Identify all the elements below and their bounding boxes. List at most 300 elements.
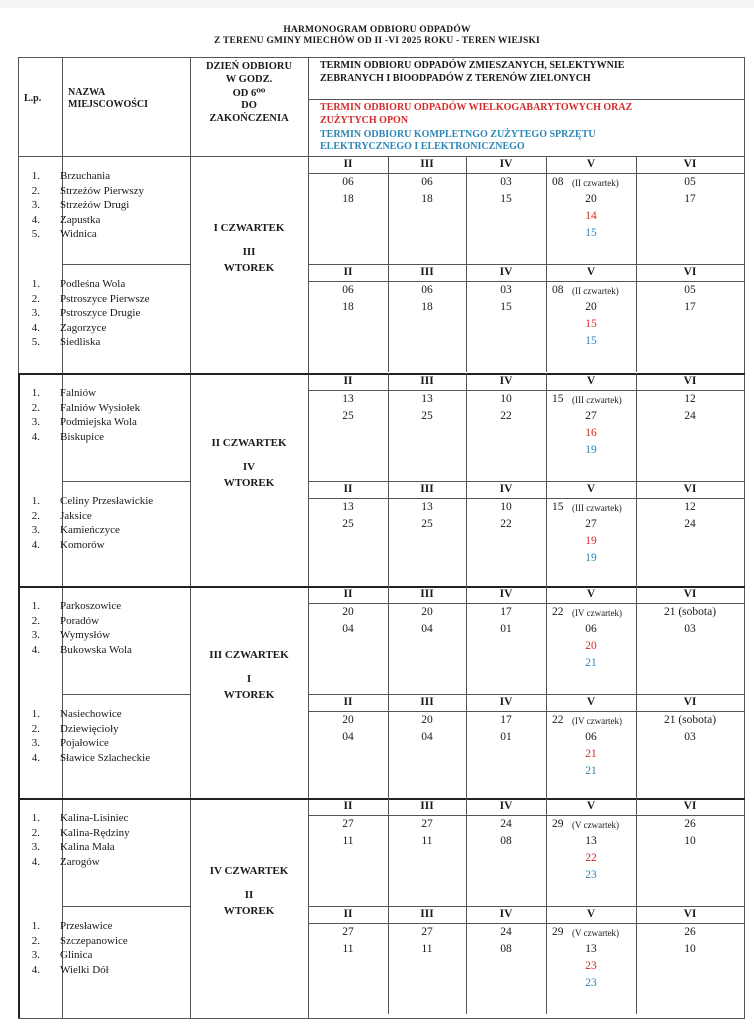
date-value: 04 — [421, 731, 433, 743]
list-item — [24, 322, 184, 336]
date-note: (V czwartek) — [572, 928, 620, 938]
row-divider — [308, 99, 744, 100]
place-name: Kalina-Rędziny — [60, 826, 130, 839]
month-header: V — [586, 158, 596, 170]
legend-bulky-waste: ZUŻYTYCH OPON — [320, 115, 409, 126]
column-divider — [466, 156, 467, 264]
item-number: 2. — [31, 614, 40, 627]
month-header: II — [343, 158, 353, 170]
electronics-date: 23 — [585, 869, 597, 881]
date-value: 27 — [342, 818, 354, 830]
item-number: 3. — [31, 949, 40, 961]
list-item — [24, 185, 184, 199]
list-item — [24, 510, 184, 524]
column-divider — [388, 264, 389, 372]
list-item — [24, 841, 184, 855]
date-value: 24 — [684, 410, 696, 422]
place-name: Poradów — [60, 614, 100, 627]
date-value: 27 — [342, 926, 354, 938]
place-name: Siedliska — [60, 336, 101, 348]
date-value: 08 — [500, 835, 512, 847]
place-name: Falniów Wysiołek — [60, 401, 141, 414]
column-divider — [466, 694, 467, 802]
electronics-date: 19 — [585, 444, 597, 456]
item-number: 3. — [31, 199, 40, 211]
item-number: 1. — [31, 920, 40, 932]
column-divider — [388, 481, 389, 589]
column-divider — [466, 906, 467, 1014]
item-number: 1. — [31, 708, 40, 720]
column-divider — [388, 373, 389, 481]
list-item — [24, 293, 184, 307]
date-value: 11 — [342, 943, 354, 955]
list-item — [24, 402, 184, 416]
month-header: IV — [499, 588, 513, 600]
item-number: 3. — [31, 307, 40, 319]
list-item — [24, 524, 184, 538]
month-header: V — [586, 483, 596, 495]
pickup-day-weekday: WTOREK — [223, 905, 275, 917]
list-item — [24, 708, 184, 722]
item-number: 4. — [31, 963, 40, 976]
row-divider — [308, 906, 744, 907]
column-divider — [388, 156, 389, 264]
row-divider — [62, 694, 190, 695]
list-item — [24, 737, 184, 751]
date-value: 01 — [500, 731, 512, 743]
date-value: 17 — [684, 193, 696, 205]
place-name: Przesławice — [60, 920, 113, 932]
date-value: 05 — [684, 284, 696, 296]
date-value: 10 — [684, 943, 696, 955]
list-item — [24, 920, 184, 934]
item-number: 5. — [31, 336, 40, 348]
date-value: 13 — [585, 943, 597, 955]
date-value: 24 — [684, 518, 696, 530]
month-header: II — [343, 375, 353, 387]
column-divider — [636, 481, 637, 589]
place-name: Strzeżów Pierwszy — [60, 184, 145, 197]
item-number: 1. — [31, 170, 40, 182]
pickup-day-label: IV CZWARTEK — [209, 865, 289, 877]
header-nazwa: NAZWA — [68, 87, 106, 98]
pickup-day-weekday: WTOREK — [223, 261, 275, 274]
date-value: 10 — [500, 393, 512, 405]
month-header: V — [586, 800, 596, 812]
electronics-date: 21 — [585, 765, 597, 777]
pickup-day-label: III CZWARTEK — [209, 649, 289, 661]
month-header: VI — [683, 588, 697, 600]
date-value: 22 — [500, 518, 512, 530]
bulky-waste-date: 23 — [585, 960, 597, 972]
column-divider — [388, 586, 389, 694]
place-name: Kalina Mała — [60, 841, 115, 853]
place-name: Bukowska Wola — [60, 643, 132, 656]
pickup-day-weekday: WTOREK — [223, 689, 275, 701]
electronics-date: 19 — [585, 552, 597, 564]
month-header: IV — [499, 483, 513, 495]
list-item — [24, 629, 184, 643]
list-item — [24, 214, 184, 228]
month-header: VI — [683, 696, 697, 708]
column-divider — [636, 906, 637, 1014]
place-name: Zarogów — [60, 855, 100, 868]
column-divider — [636, 798, 637, 906]
bulky-waste-date: 22 — [585, 852, 597, 864]
place-name: Pstroszyce Pierwsze — [60, 292, 150, 305]
column-divider — [466, 798, 467, 906]
column-divider — [466, 586, 467, 694]
row-divider — [308, 603, 744, 604]
date-value: 15 — [500, 193, 512, 205]
header-termin: TERMIN ODBIORU ODPADÓW ZMIESZANYCH, SELEKTYWNIE — [320, 60, 625, 71]
list-item — [24, 431, 184, 445]
list-item — [24, 615, 184, 629]
date-value: 08 — [552, 176, 564, 188]
date-value: 27 — [421, 818, 433, 830]
row-divider — [308, 711, 744, 712]
row-divider — [18, 57, 745, 58]
header-miejscowosci: MIEJSCOWOŚCI — [68, 99, 149, 110]
list-item — [24, 278, 184, 292]
month-header: VI — [683, 908, 697, 920]
date-value: 01 — [500, 623, 512, 635]
date-note: (II czwartek) — [572, 286, 619, 296]
row-divider — [62, 264, 190, 265]
item-number: 4. — [31, 321, 40, 334]
item-number: 1. — [31, 812, 40, 824]
item-number: 2. — [31, 934, 40, 947]
month-header: VI — [683, 158, 697, 170]
date-value: 10 — [500, 501, 512, 513]
header-termin: ZEBRANYCH I BIOODPADÓW Z TERENÓW ZIELONYCH — [320, 73, 591, 84]
electronics-date: 23 — [585, 977, 597, 989]
column-divider — [18, 373, 20, 586]
date-value: 26 — [684, 818, 696, 830]
place-name: Dziewięcioły — [60, 722, 119, 735]
place-name: Parkoszowice — [60, 600, 122, 612]
document-subtitle: Z TERENU GMINY MIECHÓW OD II -VI 2025 ROKU - TEREN WIEJSKI — [214, 36, 540, 46]
list-item — [24, 495, 184, 509]
column-divider — [636, 156, 637, 264]
list-item — [24, 387, 184, 401]
row-divider — [308, 923, 744, 924]
date-value: 12 — [684, 501, 696, 513]
place-name: Widnica — [60, 228, 97, 240]
date-value: 04 — [342, 731, 354, 743]
item-number: 2. — [31, 401, 40, 414]
bulky-waste-date: 21 — [585, 748, 597, 760]
place-name: Kalina-Lisiniec — [60, 812, 129, 824]
item-number: 1. — [31, 600, 40, 612]
item-number: 3. — [31, 737, 40, 749]
date-value: 11 — [421, 943, 433, 955]
pickup-day-number: II — [244, 889, 254, 901]
bulky-waste-date: 14 — [585, 210, 597, 222]
month-header: III — [420, 483, 434, 495]
date-value: 20 — [585, 193, 597, 205]
date-value: 13 — [421, 501, 433, 513]
date-value: 03 — [500, 176, 512, 188]
month-header: III — [420, 800, 434, 812]
column-divider — [636, 373, 637, 481]
item-number: 3. — [31, 841, 40, 853]
month-header: IV — [499, 266, 513, 278]
row-divider — [308, 481, 744, 482]
row-divider — [308, 281, 744, 282]
place-name: Biskupice — [60, 430, 104, 443]
date-value: 11 — [342, 835, 354, 847]
electronics-date: 15 — [585, 335, 597, 347]
list-item — [24, 228, 184, 242]
row-divider — [308, 694, 744, 695]
row-divider — [308, 815, 744, 816]
place-name: Szczepanowice — [60, 934, 128, 947]
item-number: 4. — [31, 643, 40, 656]
date-value: 17 — [684, 301, 696, 313]
column-divider — [466, 264, 467, 372]
month-header: III — [420, 908, 434, 920]
item-number: 2. — [31, 826, 40, 839]
list-item — [24, 170, 184, 184]
date-value: 22 — [552, 606, 564, 618]
item-number: 1. — [31, 387, 40, 399]
date-value: 08 — [552, 284, 564, 296]
item-number: 4. — [31, 751, 40, 764]
item-number: 5. — [31, 228, 40, 240]
place-name: Wielki Dół — [60, 963, 109, 976]
list-item — [24, 752, 184, 766]
month-header: III — [420, 375, 434, 387]
date-value: 20 — [342, 714, 354, 726]
place-name: Falniów — [60, 387, 97, 399]
date-value: 03 — [684, 623, 696, 635]
row-divider — [62, 481, 190, 482]
column-divider — [388, 906, 389, 1014]
place-name: Jaksice — [60, 509, 92, 522]
item-number: 4. — [31, 538, 40, 551]
month-header: IV — [499, 908, 513, 920]
place-name: Komorów — [60, 538, 105, 551]
place-name: Celiny Przesławickie — [60, 495, 154, 507]
month-header: VI — [683, 266, 697, 278]
date-value: 20 — [342, 606, 354, 618]
header-dzien-odbioru: DZIEŃ ODBIORU — [205, 61, 293, 72]
month-header: IV — [499, 158, 513, 170]
date-value: 15 — [552, 501, 564, 513]
item-number: 1. — [31, 278, 40, 290]
date-note: (II czwartek) — [572, 178, 619, 188]
place-name: Glinica — [60, 949, 93, 961]
list-item — [24, 600, 184, 614]
date-value: 25 — [342, 410, 354, 422]
pickup-day-number: I — [246, 673, 252, 685]
date-value: 18 — [421, 301, 433, 313]
date-value: 21 (sobota) — [663, 714, 717, 726]
item-number: 3. — [31, 416, 40, 428]
month-header: IV — [499, 696, 513, 708]
place-name: Podleśna Wola — [60, 278, 126, 290]
item-number: 4. — [31, 430, 40, 443]
place-name: Wymysłów — [60, 629, 111, 641]
date-value: 26 — [684, 926, 696, 938]
month-header: V — [586, 375, 596, 387]
row-divider — [18, 1018, 745, 1019]
date-value: 27 — [585, 410, 597, 422]
date-value: 10 — [684, 835, 696, 847]
date-value: 20 — [585, 301, 597, 313]
list-item — [24, 827, 184, 841]
date-value: 18 — [342, 301, 354, 313]
month-header: V — [586, 908, 596, 920]
date-value: 03 — [684, 731, 696, 743]
date-note: (III czwartek) — [572, 503, 622, 513]
item-number: 4. — [31, 213, 40, 226]
month-header: V — [586, 696, 596, 708]
place-name: Kamieńczyce — [60, 524, 120, 536]
column-divider — [466, 373, 467, 481]
date-value: 06 — [585, 731, 597, 743]
row-divider — [62, 906, 190, 907]
date-value: 11 — [421, 835, 433, 847]
legend-electronics: TERMIN ODBIORU KOMPLETNGO ZUŻYTEGO SPRZĘTU — [320, 129, 596, 140]
date-value: 15 — [552, 393, 564, 405]
date-value: 08 — [500, 943, 512, 955]
date-note: (V czwartek) — [572, 820, 620, 830]
column-divider — [388, 798, 389, 906]
date-value: 25 — [421, 410, 433, 422]
month-header: III — [420, 588, 434, 600]
list-item — [24, 539, 184, 553]
date-value: 13 — [421, 393, 433, 405]
row-divider — [308, 498, 744, 499]
date-note: (IV czwartek) — [572, 716, 623, 726]
pickup-day-number: III — [242, 245, 256, 258]
document-title: HARMONOGRAM ODBIORU ODPADÓW — [283, 25, 471, 35]
pickup-day-label: I CZWARTEK — [213, 221, 285, 234]
column-divider — [18, 586, 20, 798]
item-number: 1. — [31, 495, 40, 507]
header-lp: L.p. — [24, 93, 42, 104]
list-item — [24, 935, 184, 949]
date-value: 20 — [421, 606, 433, 618]
date-note: (IV czwartek) — [572, 608, 623, 618]
month-header: II — [343, 800, 353, 812]
column-divider — [466, 481, 467, 589]
column-divider — [388, 694, 389, 802]
bulky-waste-date: 15 — [585, 318, 597, 330]
date-value: 22 — [552, 714, 564, 726]
place-name: Zapustka — [60, 213, 101, 226]
date-value: 03 — [500, 284, 512, 296]
date-value: 25 — [421, 518, 433, 530]
date-value: 29 — [552, 926, 564, 938]
electronics-date: 21 — [585, 657, 597, 669]
date-value: 17 — [500, 606, 512, 618]
place-name: Nasiechowice — [60, 708, 122, 720]
date-value: 13 — [342, 393, 354, 405]
pickup-day-weekday: WTOREK — [223, 476, 275, 489]
place-name: Pstroszyce Drugie — [60, 307, 141, 319]
header-dzien-odbioru: W GODZ. — [225, 74, 273, 85]
list-item — [24, 307, 184, 321]
place-name: Strzeżów Drugi — [60, 199, 130, 211]
month-header: II — [343, 266, 353, 278]
date-value: 29 — [552, 818, 564, 830]
place-name: Sławice Szlacheckie — [60, 751, 151, 764]
month-header: III — [420, 266, 434, 278]
date-value: 18 — [421, 193, 433, 205]
place-name: Brzuchania — [60, 170, 111, 182]
month-header: II — [343, 588, 353, 600]
bulky-waste-date: 19 — [585, 535, 597, 547]
date-value: 13 — [585, 835, 597, 847]
place-name: Pojałowice — [60, 737, 109, 749]
list-item — [24, 964, 184, 978]
date-value: 21 (sobota) — [663, 606, 717, 618]
month-header: IV — [499, 800, 513, 812]
column-divider — [636, 586, 637, 694]
pickup-day-label: II CZWARTEK — [211, 436, 287, 449]
item-number: 2. — [31, 722, 40, 735]
date-value: 12 — [684, 393, 696, 405]
month-header: VI — [683, 483, 697, 495]
item-number: 4. — [31, 855, 40, 868]
date-value: 06 — [421, 284, 433, 296]
list-item — [24, 812, 184, 826]
date-value: 27 — [585, 518, 597, 530]
row-divider — [308, 264, 744, 265]
legend-bulky-waste: TERMIN ODBIORU ODPADÓW WIELKOGABARYTOWYCH ORAZ — [320, 102, 633, 113]
date-value: 25 — [342, 518, 354, 530]
bulky-waste-date: 16 — [585, 427, 597, 439]
date-value: 17 — [500, 714, 512, 726]
date-note: (III czwartek) — [572, 395, 622, 405]
bulky-waste-date: 20 — [585, 640, 597, 652]
date-value: 04 — [421, 623, 433, 635]
header-dzien-odbioru: ZAKOŃCZENIA — [209, 113, 289, 124]
date-value: 15 — [500, 301, 512, 313]
date-value: 06 — [342, 176, 354, 188]
item-number: 2. — [31, 509, 40, 522]
list-item — [24, 723, 184, 737]
item-number: 3. — [31, 524, 40, 536]
date-value: 24 — [500, 818, 512, 830]
place-name: Zagorzyce — [60, 321, 107, 334]
pickup-day-number: IV — [242, 460, 256, 473]
header-dzien-odbioru: OD 6⁰⁰ — [232, 88, 266, 99]
header-dzien-odbioru: DO — [241, 100, 257, 111]
date-value: 22 — [500, 410, 512, 422]
date-value: 18 — [342, 193, 354, 205]
date-value: 05 — [684, 176, 696, 188]
date-value: 13 — [342, 501, 354, 513]
date-value: 06 — [421, 176, 433, 188]
month-header: VI — [683, 375, 697, 387]
list-item — [24, 199, 184, 213]
list-item — [24, 856, 184, 870]
electronics-date: 15 — [585, 227, 597, 239]
item-number: 2. — [31, 292, 40, 305]
column-divider — [636, 694, 637, 802]
row-divider — [308, 390, 744, 391]
month-header: IV — [499, 375, 513, 387]
month-header: II — [343, 696, 353, 708]
column-divider — [744, 57, 745, 1018]
month-header: II — [343, 483, 353, 495]
date-value: 06 — [585, 623, 597, 635]
list-item — [24, 336, 184, 350]
